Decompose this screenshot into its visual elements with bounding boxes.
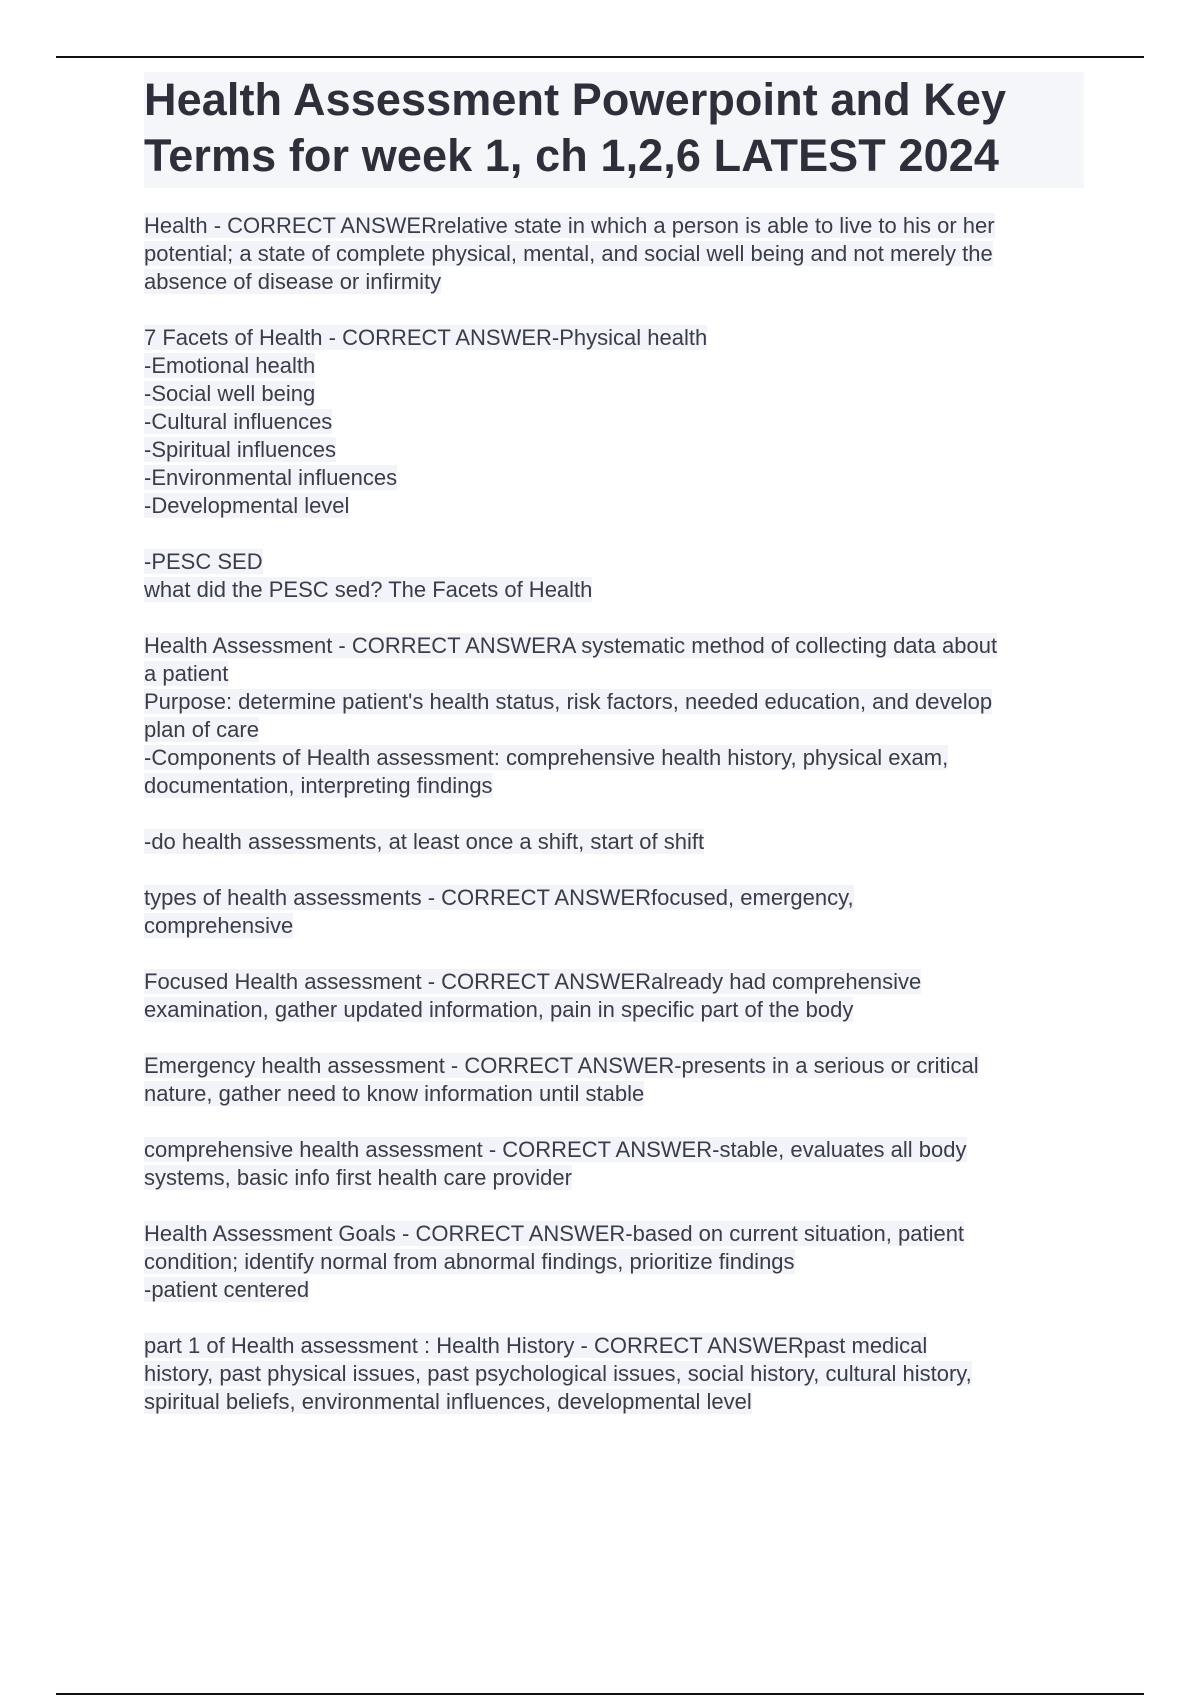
entry-line xyxy=(144,492,1084,520)
entry-line-text: systems, basic info first health care provider xyxy=(144,1165,572,1190)
entry-line xyxy=(144,464,1084,492)
entry-line xyxy=(144,1220,1084,1248)
term-entry xyxy=(144,1136,1084,1192)
entry-line-text: -Emotional health xyxy=(144,353,316,378)
term-entry xyxy=(144,1052,1084,1108)
entry-line-text: comprehensive health assessment - CORRECT ANSWER-stable, evaluates all body xyxy=(144,1137,967,1162)
entry-line-text: -Cultural influences xyxy=(144,409,333,434)
entry-line-text: potential; a state of complete physical, mental, and social well being and not merely the xyxy=(144,241,993,266)
entry-line-text: -PESC SED xyxy=(144,549,263,574)
entry-line xyxy=(144,1080,1084,1108)
entry-line xyxy=(144,380,1084,408)
entry-line-text: 7 Facets of Health - CORRECT ANSWER-Physical health xyxy=(144,325,708,350)
entry-line xyxy=(144,1248,1084,1276)
entry-list xyxy=(144,212,1084,1416)
entry-line xyxy=(144,968,1084,996)
entry-line-text: a patient xyxy=(144,661,229,686)
entry-line-text: Health Assessment - CORRECT ANSWERA systematic method of collecting data about xyxy=(144,633,998,658)
entry-line-text: examination, gather updated information, pain in specific part of the body xyxy=(144,997,854,1022)
entry-line-text: plan of care xyxy=(144,717,259,742)
term-entry xyxy=(144,632,1084,800)
entry-line-text: -patient centered xyxy=(144,1277,310,1302)
entry-line xyxy=(144,212,1084,240)
entry-line xyxy=(144,408,1084,436)
entry-line-text: nature, gather need to know information until stable xyxy=(144,1081,645,1106)
entry-line xyxy=(144,240,1084,268)
document-page xyxy=(144,72,1084,1444)
entry-line xyxy=(144,716,1084,744)
entry-line xyxy=(144,352,1084,380)
term-entry xyxy=(144,1220,1084,1304)
entry-line xyxy=(144,1388,1084,1416)
title-block xyxy=(144,72,1084,188)
entry-line xyxy=(144,912,1084,940)
entry-line xyxy=(144,268,1084,296)
entry-line-text: spiritual beliefs, environmental influences, developmental level xyxy=(144,1389,752,1414)
entry-line xyxy=(144,576,1084,604)
document-title: Health Assessment Powerpoint and Key Terms for week 1, ch 1,2,6 LATEST 2024 xyxy=(144,74,1007,181)
entry-line-text: condition; identify normal from abnormal findings, prioritize findings xyxy=(144,1249,795,1274)
top-rule xyxy=(56,56,1144,58)
entry-line xyxy=(144,1052,1084,1080)
term-entry xyxy=(144,968,1084,1024)
entry-line xyxy=(144,828,1084,856)
entry-line xyxy=(144,632,1084,660)
term-entry xyxy=(144,548,1084,604)
entry-line-text: -Spiritual influences xyxy=(144,437,336,462)
entry-line-text: Health - CORRECT ANSWERrelative state in which a person is able to live to his or her xyxy=(144,213,995,238)
entry-line xyxy=(144,324,1084,352)
entry-line-text: comprehensive xyxy=(144,913,294,938)
entry-line xyxy=(144,1332,1084,1360)
entry-line-text: documentation, interpreting findings xyxy=(144,773,493,798)
term-entry xyxy=(144,884,1084,940)
entry-line xyxy=(144,1164,1084,1192)
entry-line-text: part 1 of Health assessment : Health History - CORRECT ANSWERpast medical xyxy=(144,1333,928,1358)
entry-line-text: Health Assessment Goals - CORRECT ANSWER-based on current situation, patient xyxy=(144,1221,965,1246)
entry-line xyxy=(144,772,1084,800)
entry-line-text: history, past physical issues, past psychological issues, social history, cultural history, xyxy=(144,1361,972,1386)
entry-line xyxy=(144,548,1084,576)
entry-line-text: -do health assessments, at least once a shift, start of shift xyxy=(144,829,705,854)
entry-line xyxy=(144,1136,1084,1164)
entry-line xyxy=(144,996,1084,1024)
term-entry xyxy=(144,324,1084,520)
entry-line-text: Emergency health assessment - CORRECT ANSWER-presents in a serious or critical xyxy=(144,1053,979,1078)
entry-line xyxy=(144,884,1084,912)
entry-line xyxy=(144,744,1084,772)
entry-line xyxy=(144,660,1084,688)
entry-line-text: -Social well being xyxy=(144,381,316,406)
term-entry xyxy=(144,1332,1084,1416)
entry-line-text: Purpose: determine patient's health status, risk factors, needed education, and develop xyxy=(144,689,993,714)
entry-line-text: -Components of Health assessment: comprehensive health history, physical exam, xyxy=(144,745,949,770)
entry-line xyxy=(144,1276,1084,1304)
entry-line xyxy=(144,688,1084,716)
entry-line-text: types of health assessments - CORRECT ANSWERfocused, emergency, xyxy=(144,885,854,910)
entry-line-text: Focused Health assessment - CORRECT ANSWERalready had comprehensive xyxy=(144,969,922,994)
term-entry xyxy=(144,828,1084,856)
entry-line-text: -Environmental influences xyxy=(144,465,398,490)
term-entry xyxy=(144,212,1084,296)
entry-line xyxy=(144,436,1084,464)
entry-line xyxy=(144,1360,1084,1388)
entry-line-text: what did the PESC sed? The Facets of Health xyxy=(144,577,593,602)
entry-line-text: -Developmental level xyxy=(144,493,350,518)
bottom-rule xyxy=(56,1693,1144,1695)
entry-line-text: absence of disease or infirmity xyxy=(144,269,442,294)
